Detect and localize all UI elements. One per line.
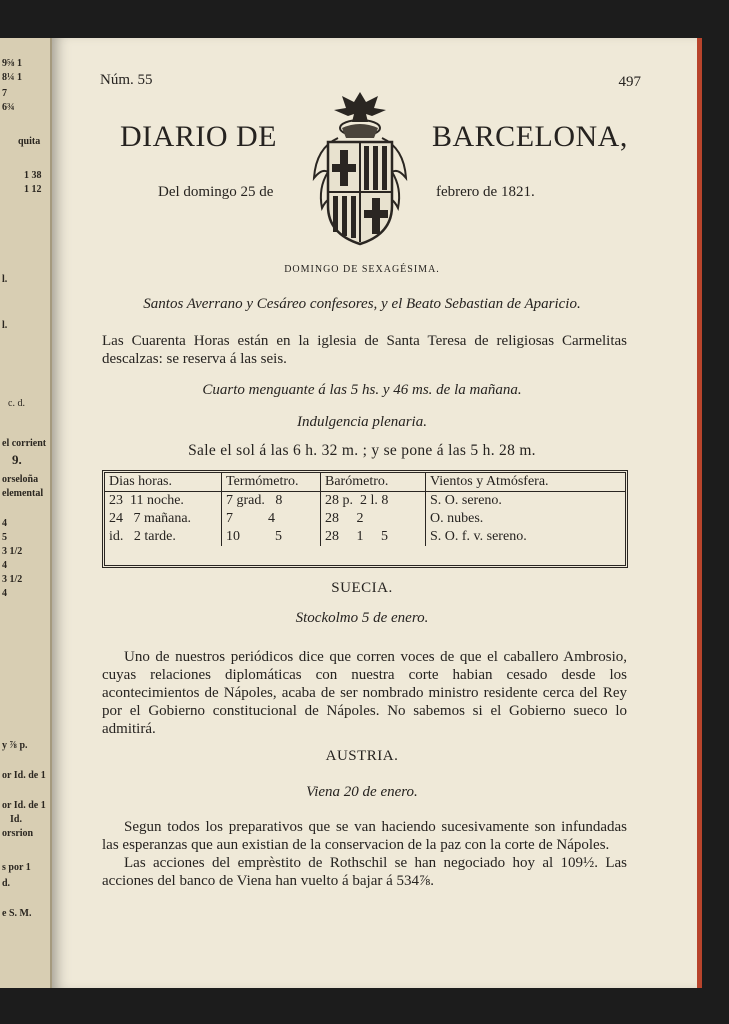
table-cell: 23 11 noche. bbox=[105, 492, 222, 511]
table-row bbox=[105, 528, 625, 546]
dateline-stockholm: Stockolmo 5 de enero. bbox=[295, 610, 429, 626]
table-cell: S. O. sereno. bbox=[430, 493, 502, 508]
margin-text: 8¼ 1 bbox=[2, 72, 22, 83]
column-header: Vientos y Atmósfera. bbox=[426, 473, 626, 492]
margin-text: l. bbox=[2, 274, 8, 285]
left-page-edge bbox=[0, 38, 52, 988]
margin-text: quita bbox=[18, 136, 41, 147]
indulgence: Indulgencia plenaria. bbox=[297, 414, 427, 430]
issue-number: Núm. 55 bbox=[100, 72, 153, 88]
margin-text: d. bbox=[2, 878, 11, 889]
article-paragraph: Las acciones del emprèstito de Rothschil se han negociado hoy al 109½. Las acciones del banco de Viena han vuelto á bajar á 534⅞. bbox=[102, 855, 627, 889]
table-row bbox=[105, 492, 625, 511]
section-heading-austria: AUSTRIA. bbox=[325, 748, 399, 764]
moon-phase: Cuarto menguante á las 5 hs. y 46 ms. de la mañana. bbox=[202, 382, 522, 398]
column-header: Barómetro. bbox=[321, 473, 426, 492]
margin-text: l. bbox=[2, 320, 8, 331]
weather-table bbox=[102, 470, 628, 568]
table-cell: 28 2 bbox=[321, 510, 426, 528]
table-cell: O. nubes. bbox=[430, 511, 484, 526]
table-row bbox=[105, 510, 625, 528]
margin-text: 5 bbox=[2, 532, 7, 543]
date-line-right: febrero de 1821. bbox=[436, 184, 535, 200]
margin-text: 4 bbox=[2, 518, 7, 529]
date-line-left: Del domingo 25 de bbox=[158, 184, 274, 200]
table-cell: 7 4 bbox=[222, 510, 321, 528]
page-number: 497 bbox=[618, 74, 641, 90]
margin-text: 9⅝ 1 bbox=[2, 58, 22, 69]
margin-text: 4 bbox=[2, 560, 7, 571]
margin-text: orseloña bbox=[2, 474, 39, 485]
coat-of-arms-icon bbox=[308, 88, 412, 248]
margin-text: elemental bbox=[2, 488, 44, 499]
article-austria bbox=[102, 818, 627, 890]
table-cell: 28 p. 2 l. 8 bbox=[321, 492, 426, 511]
table-cell: id. 2 tarde. bbox=[105, 528, 222, 546]
margin-text: 1 38 bbox=[24, 170, 42, 181]
margin-text: 7 bbox=[2, 88, 7, 99]
margin-text: s por 1 bbox=[2, 862, 31, 873]
column-header: Dias horas. bbox=[105, 473, 222, 492]
margin-text: 9. bbox=[12, 452, 22, 467]
margin-text: 3 1/2 bbox=[2, 574, 23, 585]
margin-text: or Id. de 1 bbox=[2, 800, 46, 811]
margin-text: 4 bbox=[2, 588, 7, 599]
column-header: Termómetro. bbox=[222, 473, 321, 492]
table-cell: 24 7 mañana. bbox=[105, 510, 222, 528]
forty-hours-notice: Las Cuarenta Horas están en la iglesia de Santa Teresa de religiosas Carmelitas descalzas: se reserva á las seis. bbox=[102, 333, 627, 367]
table-cell: 7 grad. 8 bbox=[222, 492, 321, 511]
margin-text: orsrion bbox=[2, 828, 34, 839]
margin-text: 1 12 bbox=[24, 184, 42, 195]
margin-text: y ⅞ p. bbox=[2, 740, 28, 751]
masthead-title-left: DIARIO DE bbox=[120, 120, 277, 153]
margin-text: e S. M. bbox=[2, 908, 32, 919]
liturgical-day: DOMINGO DE SEXAGÉSIMA. bbox=[284, 264, 440, 275]
masthead-title-right: BARCELONA, bbox=[432, 120, 628, 153]
weather-header-row bbox=[105, 473, 625, 492]
table-cell: S. O. f. v. sereno. bbox=[430, 529, 527, 544]
saints-of-day: Santos Averrano y Cesáreo confesores, y el Beato Sebastian de Aparicio. bbox=[143, 296, 581, 312]
article-paragraph: Segun todos los preparativos que se van haciendo sucesivamente son infundadas las esperanzas que aun existian de la conservacion de la paz con la corte de Nápoles. bbox=[102, 819, 627, 853]
margin-text: c. d. bbox=[8, 398, 25, 409]
newspaper-page bbox=[52, 38, 702, 988]
table-cell: 28 1 5 bbox=[321, 528, 426, 546]
margin-text: or Id. de 1 bbox=[2, 770, 46, 781]
margin-text: el corrient bbox=[2, 438, 47, 449]
table-cell: 10 5 bbox=[222, 528, 321, 546]
section-heading-suecia: SUECIA. bbox=[331, 580, 393, 596]
margin-text: 6¾ bbox=[2, 102, 15, 113]
dateline-vienna: Viena 20 de enero. bbox=[306, 784, 418, 800]
margin-text: 3 1/2 bbox=[2, 546, 23, 557]
margin-text: Id. bbox=[10, 814, 22, 825]
sunrise-sunset: Sale el sol á las 6 h. 32 m. ; y se pone á las 5 h. 28 m. bbox=[188, 442, 536, 459]
article-suecia: Uno de nuestros periódicos dice que corren voces de que el caballero Ambrosio, cuyas relaciones diplomáticas con nuestra corte habian cesado desde los acontecimientos de Nápoles, acaba de ser nombrado ministro residente cerca del Rey por el Gobierno constitucional de Nápoles. No sabemos si el Gobierno sueco lo admitirá. bbox=[102, 649, 627, 737]
